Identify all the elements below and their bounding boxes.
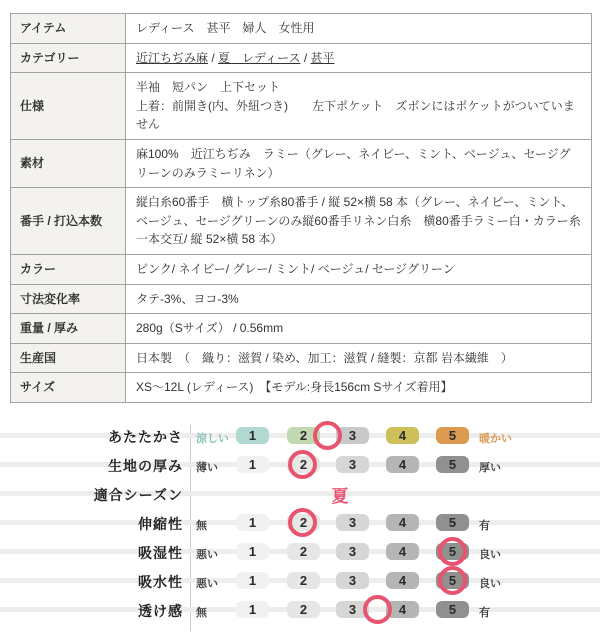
rating-box-3: 3 xyxy=(336,543,369,560)
rating-row xyxy=(0,595,600,624)
spec-text-line: タテ-3%、ヨコ-3% xyxy=(136,291,239,306)
spec-text-line: ピンク/ ネイビー/ グレー/ ミント/ ベージュ/ セージグリーン xyxy=(136,261,455,276)
scale-max-label: 厚い xyxy=(479,462,501,474)
spec-value-cell xyxy=(126,284,592,314)
rating-box-2: 2 xyxy=(287,543,320,560)
spec-label-cell: サイズ xyxy=(11,373,126,403)
rating-row xyxy=(0,537,600,566)
spec-row xyxy=(11,139,592,187)
rating-box-1: 1 xyxy=(236,427,269,444)
rating-row-label: 生地の厚み xyxy=(108,458,183,474)
rating-circle-mark xyxy=(288,508,317,537)
spec-label-cell: 生産国 xyxy=(11,343,126,373)
spec-text-line: 280g（Sサイズ） / 0.56mm xyxy=(136,321,284,336)
product-spec-table xyxy=(10,13,592,403)
rating-box-5: 5 xyxy=(436,456,469,473)
scale-min-label: 涼しい xyxy=(196,433,229,445)
spec-text-line: 日本製 （ 織り：滋賀 / 染め、加工：滋賀 / 縫製：京都 岩本繊維 ） xyxy=(136,350,513,365)
spec-label-cell: カラー xyxy=(11,254,126,284)
spec-row xyxy=(11,314,592,344)
rating-box-3: 3 xyxy=(336,514,369,531)
spec-row xyxy=(11,343,592,373)
spec-label-cell: カテゴリー xyxy=(11,43,126,73)
rating-circle-mark xyxy=(438,537,467,566)
rating-row xyxy=(0,508,600,537)
rating-row xyxy=(0,450,600,479)
rating-row-label: 吸水性 xyxy=(138,574,183,590)
rating-box-3: 3 xyxy=(336,601,369,618)
spec-value-cell xyxy=(126,139,592,187)
spec-label-cell: 寸法変化率 xyxy=(11,284,126,314)
spec-value-cell xyxy=(126,343,592,373)
rating-row xyxy=(0,421,600,450)
rating-circle-mark xyxy=(363,595,392,624)
spec-label-cell: 仕様 xyxy=(11,73,126,140)
rating-box-5: 5 xyxy=(436,572,469,589)
spec-table-body xyxy=(11,14,592,403)
rating-row xyxy=(0,566,600,595)
rating-row-label: あたたかさ xyxy=(108,429,183,445)
rating-row-label: 吸湿性 xyxy=(138,545,183,561)
spec-row xyxy=(11,284,592,314)
rating-box-4: 4 xyxy=(386,601,419,618)
spec-row xyxy=(11,254,592,284)
rating-box-3: 3 xyxy=(336,456,369,473)
rating-box-5: 5 xyxy=(436,543,469,560)
rating-circle-mark xyxy=(288,450,317,479)
scale-min-label: 薄い xyxy=(196,462,218,474)
rating-chart xyxy=(0,421,600,635)
rating-row-label: 透け感 xyxy=(138,603,183,619)
rating-box-1: 1 xyxy=(236,601,269,618)
spec-row xyxy=(11,14,592,44)
spec-text-line: 上着：前開き(内、外紐つき) 左下ポケット ズボンにはポケットがついていません xyxy=(136,98,575,132)
rating-box-4: 4 xyxy=(386,456,419,473)
scale-max-label: 良い xyxy=(479,549,501,561)
spec-value-cell xyxy=(126,373,592,403)
rating-box-5: 5 xyxy=(436,514,469,531)
rating-box-5: 5 xyxy=(436,427,469,444)
spec-row xyxy=(11,188,592,255)
rating-row-label: 伸縮性 xyxy=(138,516,183,532)
scale-min-label: 無 xyxy=(196,607,207,619)
spec-text-line: 麻100% 近江ちぢみ ラミー（グレー、ネイビー、ミント、ベージュ、セージグリーンのみラミーリネン） xyxy=(136,146,571,180)
spec-row xyxy=(11,73,592,140)
rating-box-3: 3 xyxy=(336,427,369,444)
scale-min-label: 悪い xyxy=(196,549,218,561)
category-link[interactable]: 甚平 xyxy=(310,50,335,65)
season-label: 夏 xyxy=(331,487,349,506)
rating-box-1: 1 xyxy=(236,456,269,473)
spec-value-cell xyxy=(126,188,592,255)
rating-box-5: 5 xyxy=(436,601,469,618)
rating-circle-mark xyxy=(438,566,467,595)
spec-value-cell xyxy=(126,254,592,284)
spec-row xyxy=(11,43,592,73)
spec-label-cell: アイテム xyxy=(11,14,126,44)
category-link[interactable]: 近江ちぢみ麻 xyxy=(136,50,209,65)
rating-box-1: 1 xyxy=(236,514,269,531)
spec-value-cell: 近江ちぢみ麻 / 夏 レディース / 甚平 xyxy=(126,43,592,73)
scale-max-label: 有 xyxy=(479,607,490,619)
scale-max-label: 暖かい xyxy=(479,433,512,445)
rating-box-2: 2 xyxy=(287,601,320,618)
rating-box-4: 4 xyxy=(386,543,419,560)
category-link[interactable]: 夏 レディース xyxy=(218,50,301,65)
spec-row xyxy=(11,373,592,403)
rating-box-4: 4 xyxy=(386,572,419,589)
rating-box-4: 4 xyxy=(386,514,419,531)
scale-max-label: 有 xyxy=(479,520,490,532)
scale-max-label: 良い xyxy=(479,578,501,590)
spec-label-cell: 重量 / 厚み xyxy=(11,314,126,344)
spec-value-cell xyxy=(126,73,592,140)
spec-text-line: 半袖 短パン 上下セット xyxy=(136,80,281,95)
rating-row xyxy=(0,479,600,508)
spec-text-line: 縦白糸60番手 横トップ糸80番手 / 縦 52×横 58 本（グレー、ネイビー、ミント、ベージュ、セージグリーンのみ縦60番手リネン白糸 横80番手ラミー白・カラー糸一本交互/ 縦 52×横 58 本） xyxy=(136,195,581,247)
spec-text-line: レディース 甚平 婦人 女性用 xyxy=(136,21,315,35)
scale-min-label: 悪い xyxy=(196,578,218,590)
scale-min-label: 無 xyxy=(196,520,207,532)
rating-box-1: 1 xyxy=(236,572,269,589)
rating-box-2: 2 xyxy=(287,456,320,473)
spec-label-cell: 素材 xyxy=(11,139,126,187)
rating-box-4: 4 xyxy=(386,427,419,444)
spec-value-cell xyxy=(126,314,592,344)
rating-box-2: 2 xyxy=(287,572,320,589)
rating-row-label: 適合シーズン xyxy=(93,487,183,503)
rating-box-1: 1 xyxy=(236,543,269,560)
spec-value-cell xyxy=(126,14,592,44)
spec-text-line: XS～12L (レディース) 【モデル:身長156cm Sサイズ着用】 xyxy=(136,380,453,395)
rating-circle-mark xyxy=(313,421,342,450)
spec-label-cell: 番手 / 打込本数 xyxy=(11,188,126,255)
rating-box-2: 2 xyxy=(287,427,320,444)
rating-box-3: 3 xyxy=(336,572,369,589)
rating-box-2: 2 xyxy=(287,514,320,531)
